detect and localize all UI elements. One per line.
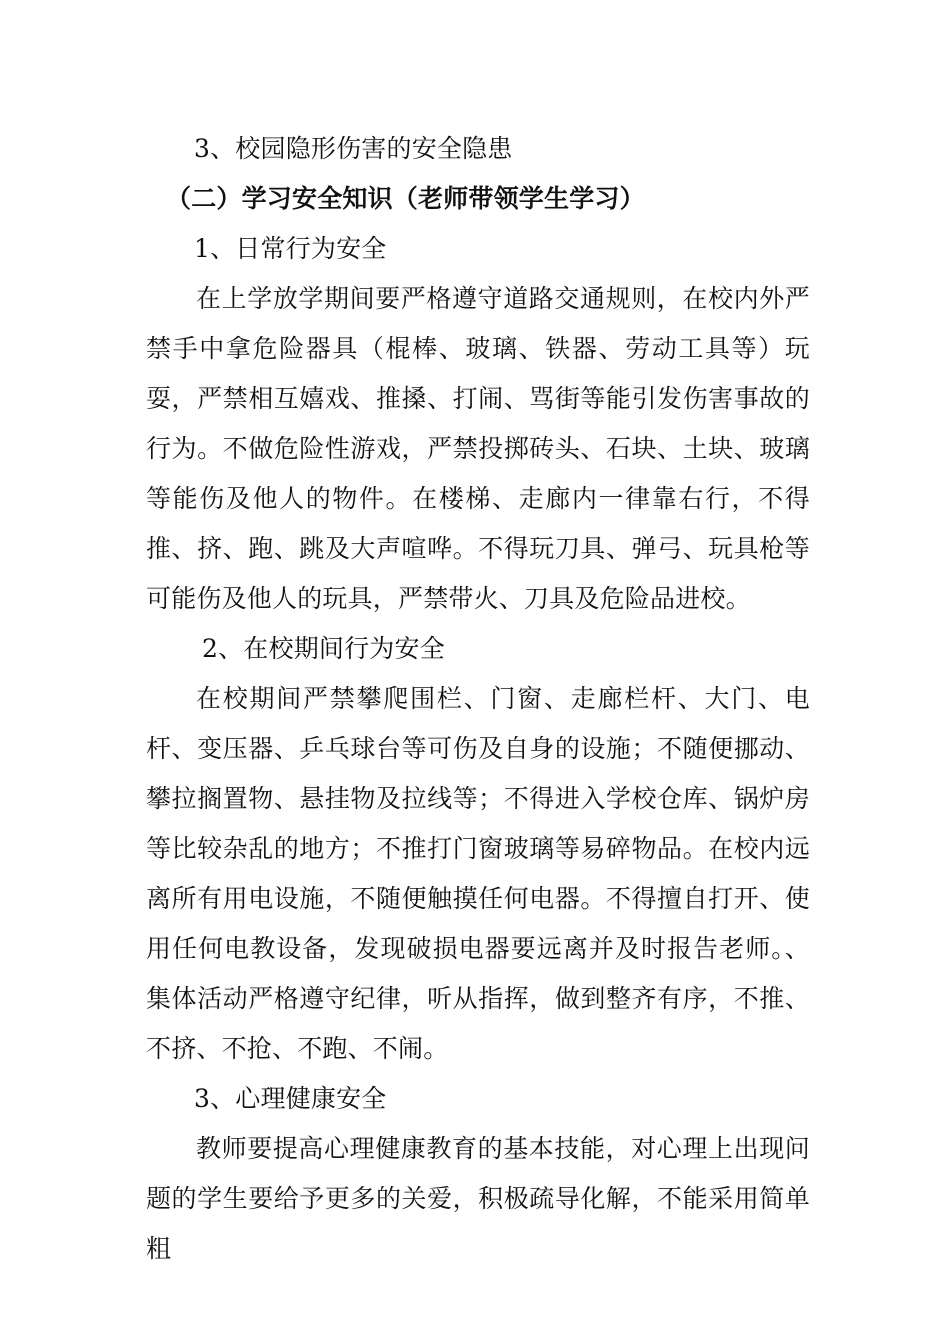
heading-daily-behavior-safety: 1、日常行为安全	[194, 234, 387, 263]
heading-mental-health-safety: 3、心理健康安全	[194, 1084, 387, 1113]
heading-item-3-hidden-hazards: 3、校园隐形伤害的安全隐患	[194, 134, 513, 163]
heading-school-behavior-safety: 2、在校期间行为安全	[202, 634, 445, 663]
document-body	[146, 124, 810, 1274]
paragraph-school-behavior: 在校期间严禁攀爬围栏、门窗、走廊栏杆、大门、电杆、变压器、乒乓球台等可伤及自身的设施；不随便挪动、攀拉搁置物、悬挂物及拉线等；不得进入学校仓库、锅炉房等比较杂乱的地方；不推打门窗玻璃等易碎物品。在校内远离所有用电设施，不随便触摸任何电器。不得擅自打开、使用任何电教设备，发现破损电器要远离并及时报告老师。、集体活动严格遵守纪律，听从指挥，做到整齐有序，不推、不挤、不抢、不跑、不闹。	[146, 684, 810, 1063]
paragraph-daily-behavior: 在上学放学期间要严格遵守道路交通规则，在校内外严禁手中拿危险器具（棍棒、玻璃、铁器、劳动工具等）玩耍，严禁相互嬉戏、推搡、打闹、骂街等能引发伤害事故的行为。不做危险性游戏，严禁投掷砖头、石块、土块、玻璃等能伤及他人的物件。在楼梯、走廊内一律靠右行，不得推、挤、跑、跳及大声喧哗。不得玩刀具、弹弓、玩具枪等可能伤及他人的玩具，严禁带火、刀具及危险品进校。	[146, 284, 810, 613]
paragraph-mental-health: 教师要提高心理健康教育的基本技能，对心理上出现问题的学生要给予更多的关爱，积极疏导化解，不能采用简单粗	[146, 1134, 810, 1263]
section-heading-2: （二）学习安全知识（老师带领学生学习）	[166, 184, 645, 213]
